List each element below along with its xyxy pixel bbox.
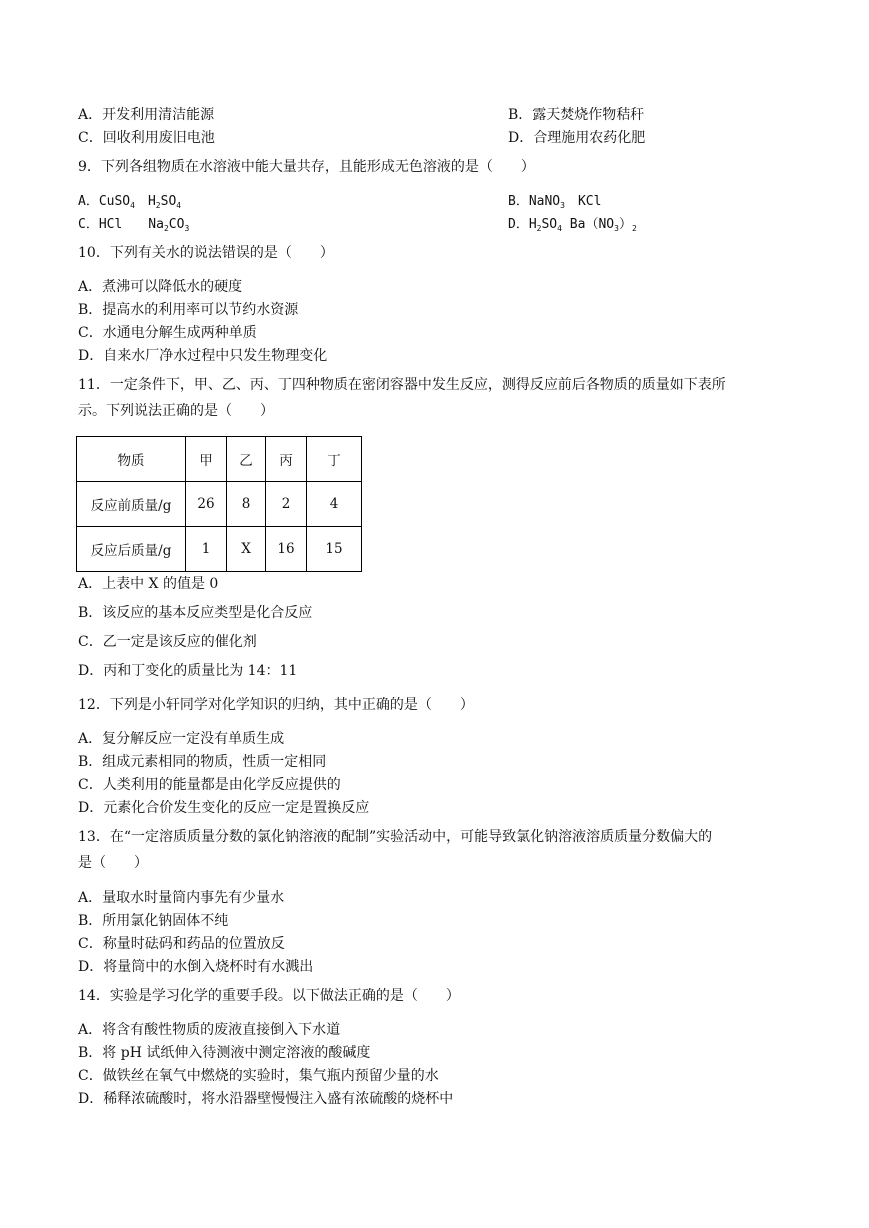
q8-option-c: C．回收利用废旧电池: [78, 130, 215, 146]
table-cell: 反应后质量/g: [77, 527, 186, 572]
q13-stem-line2: 是（ ）: [78, 855, 148, 871]
q10-option-b: B．提高水的利用率可以节约水资源: [78, 302, 299, 318]
q14-stem: 14．实验是学习化学的重要手段。以下做法正确的是（ ）: [78, 988, 460, 1004]
q12-option-b: B．组成元素相同的物质，性质一定相同: [78, 754, 327, 770]
q13-stem-line1: 13．在“一定溶质质量分数的氯化钠溶液的配制”实验活动中，可能导致氯化钠溶液溶质质量分数偏大的: [78, 829, 713, 845]
q9-option-c: C．HCl $Na_2CO_3$: [78, 217, 190, 233]
table-cell: 甲: [186, 437, 227, 482]
table-cell: 16: [266, 527, 307, 572]
q13-option-d: D．将量筒中的水倒入烧杯时有水溅出: [78, 959, 314, 975]
table-header-row: [77, 437, 362, 482]
q8-option-b: B．露天焚烧作物秸秆: [508, 107, 645, 123]
q11-stem-line2: 示。下列说法正确的是（ ）: [78, 403, 274, 419]
mass-table: [76, 436, 362, 572]
q9-option-d: D．$H_2SO_4$ $Ba(NO_3)_2$: [508, 217, 637, 233]
table-cell: X: [227, 527, 266, 572]
q13-option-c: C．称量时砝码和药品的位置放反: [78, 936, 285, 952]
q9-option-b: B．NaNO$_3$ KCl: [508, 194, 602, 210]
q8-option-d: D．合理施用农药化肥: [508, 130, 646, 146]
q11-option-d: D．丙和丁变化的质量比为 14：11: [78, 663, 298, 679]
table-cell: 反应前质量/g: [77, 482, 186, 527]
q11-option-c: C．乙一定是该反应的催化剂: [78, 634, 257, 650]
q10-option-a: A．煮沸可以降低水的硬度: [78, 279, 243, 295]
q13-option-b: B．所用氯化钠固体不纯: [78, 913, 229, 929]
q13-option-a: A．量取水时量筒内事先有少量水: [78, 890, 285, 906]
q11-option-b: B．该反应的基本反应类型是化合反应: [78, 605, 313, 621]
q14-option-b: B．将 pH 试纸伸入待测液中测定溶液的酸碱度: [78, 1045, 371, 1061]
table-cell: 8: [227, 482, 266, 527]
table-cell: 2: [266, 482, 307, 527]
q10-stem: 10．下列有关水的说法错误的是（ ）: [78, 245, 334, 261]
q11-stem-line1: 11．一定条件下，甲、乙、丙、丁四种物质在密闭容器中发生反应，测得反应前后各物质的质量如下表所: [78, 377, 726, 393]
table-cell: 丁: [307, 437, 362, 482]
q14-option-c: C．做铁丝在氧气中燃烧的实验时，集气瓶内预留少量的水: [78, 1068, 439, 1084]
table-row: [77, 527, 362, 572]
q11-option-a: A．上表中 X 的值是 0: [78, 576, 219, 592]
q10-option-c: C．水通电分解生成两种单质: [78, 325, 257, 341]
table-row: [77, 482, 362, 527]
q14-option-a: A．将含有酸性物质的废液直接倒入下水道: [78, 1022, 341, 1038]
table-cell: 丙: [266, 437, 307, 482]
q12-option-a: A．复分解反应一定没有单质生成: [78, 731, 285, 747]
table-cell: 15: [307, 527, 362, 572]
table-cell: 1: [186, 527, 227, 572]
q14-option-d: D．稀释浓硫酸时，将水沿器壁慢慢注入盛有浓硫酸的烧杯中: [78, 1091, 454, 1107]
table-cell: 乙: [227, 437, 266, 482]
q9-stem: 9．下列各组物质在水溶液中能大量共存，且能形成无色溶液的是（ ）: [78, 159, 535, 175]
table-cell: 物质: [77, 437, 186, 482]
table-cell: 4: [307, 482, 362, 527]
q12-option-d: D．元素化合价发生变化的反应一定是置换反应: [78, 800, 370, 816]
q8-option-a: A．开发利用清洁能源: [78, 107, 215, 123]
q12-stem: 12．下列是小轩同学对化学知识的归纳，其中正确的是（ ）: [78, 697, 474, 713]
q9-option-a: A．CuSO$_4$ $H_2SO_4$: [78, 194, 182, 210]
table-cell: 26: [186, 482, 227, 527]
q12-option-c: C．人类利用的能量都是由化学反应提供的: [78, 777, 341, 793]
q10-option-d: D．自来水厂净水过程中只发生物理变化: [78, 348, 328, 364]
